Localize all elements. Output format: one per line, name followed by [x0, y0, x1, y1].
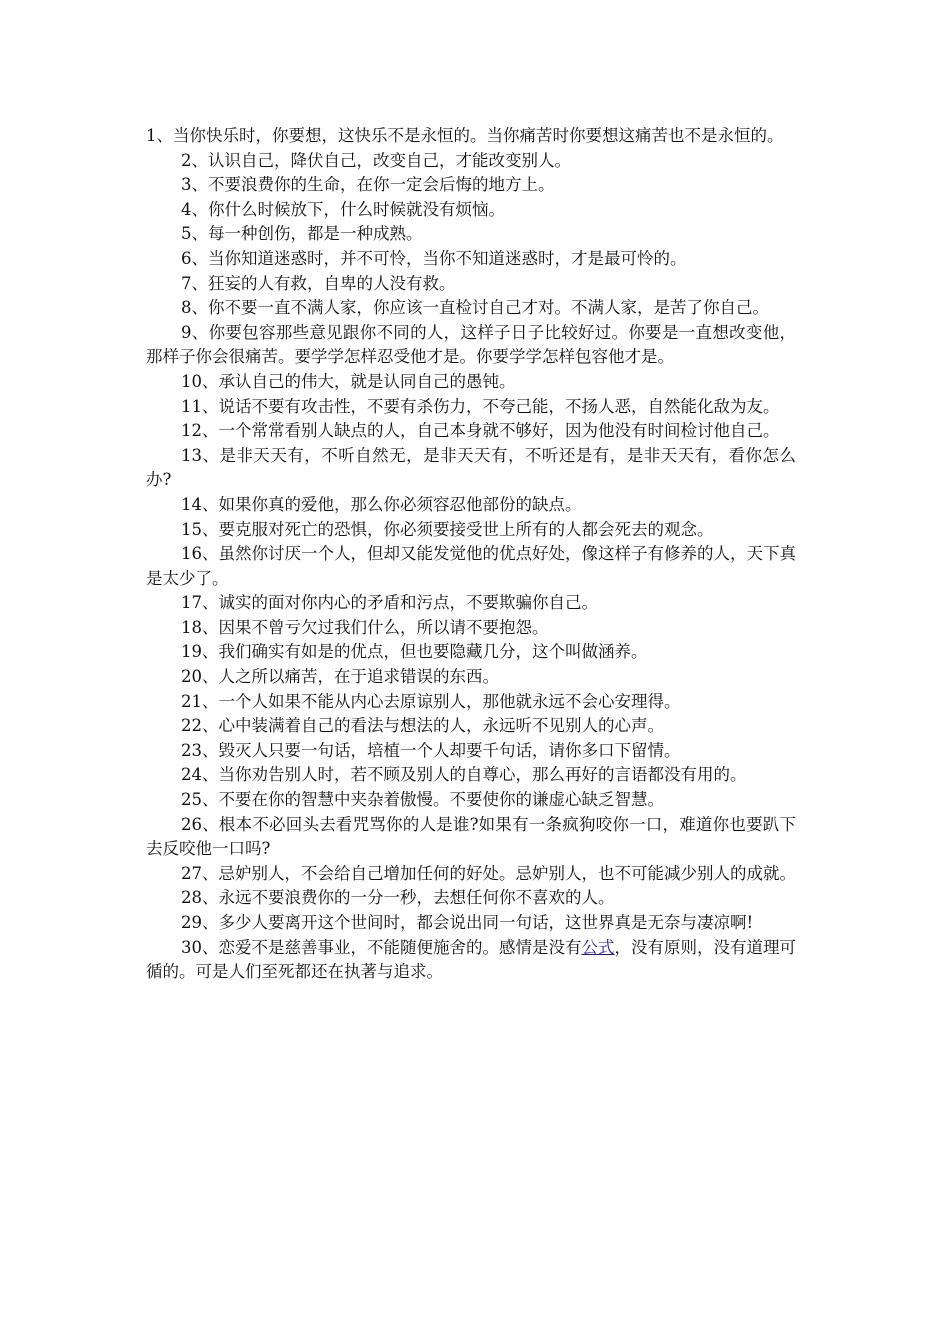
- paragraph-text-before-link: 30、恋爱不是慈善事业，不能随便施舍的。感情是没有: [181, 937, 582, 957]
- paragraph: 19、我们确实有如是的优点，但也要隐藏几分，这个叫做涵养。: [181, 642, 648, 662]
- paragraph: 1、当你快乐时，你要想，这快乐不是永恒的。当你痛苦时你要想这痛苦也不是永恒的。: [146, 126, 784, 145]
- paragraph-with-link: [146, 936, 796, 985]
- paragraph: 17、诚实的面对你内心的矛盾和污点，不要欺骗你自己。: [181, 593, 598, 613]
- formula-link[interactable]: 公式: [581, 937, 615, 957]
- paragraph: 23、毁灭人只要一句话，培植一个人却要千句话，请你多口下留情。: [181, 740, 681, 760]
- paragraph: 24、当你劝告别人时，若不顾及别人的自尊心，那么再好的言语都没有用的。: [181, 765, 747, 785]
- paragraph: 21、一个人如果不能从内心去原谅别人，那他就永远不会心安理得。: [181, 691, 681, 711]
- paragraph: 2、认识自己，降伏自己，改变自己，才能改变别人。: [181, 150, 571, 170]
- paragraph-text-after-link: ，没有原则，没有道理可循的。可是人们至死都还在执著与追求。: [146, 937, 796, 982]
- paragraph: 15、要克服对死亡的恐惧，你必须要接受世上所有的人都会死去的观念。: [181, 519, 714, 539]
- paragraph: 5、每一种创伤，都是一种成熟。: [181, 224, 423, 244]
- paragraph: 11、说话不要有攻击性，不要有杀伤力，不夸己能，不扬人恶，自然能化敌为友。: [181, 396, 780, 416]
- document-body: [146, 124, 796, 985]
- paragraph: 9、你要包容那些意见跟你不同的人，这样子日子比较好过。你要是一直想改变他，那样子你会很痛苦。要学学怎样忍受他才是。你要学学怎样包容他才是。: [146, 322, 796, 367]
- paragraph: 14、如果你真的爱他，那么你必须容忍他部份的缺点。: [181, 494, 582, 514]
- paragraph: 4、你什么时候放下，什么时候就没有烦恼。: [181, 199, 505, 219]
- paragraph: 10、承认自己的伟大，就是认同自己的愚钝。: [181, 371, 516, 391]
- paragraph: 20、人之所以痛苦，在于追求错误的东西。: [181, 667, 499, 687]
- paragraph: 8、你不要一直不满人家，你应该一直检讨自己才对。不满人家，是苦了你自己。: [181, 298, 769, 318]
- paragraph: 28、永远不要浪费你的一分一秒，去想任何你不喜欢的人。: [181, 888, 615, 908]
- paragraph: 22、心中装满着自己的看法与想法的人，永远听不见别人的心声。: [181, 716, 664, 736]
- paragraph: 16、虽然你讨厌一个人，但却又能发觉他的优点好处，像这样子有修养的人，天下真是太少了。: [146, 544, 796, 588]
- paragraph: 7、狂妄的人有救，自卑的人没有救。: [181, 273, 456, 293]
- paragraph: 12、一个常常看别人缺点的人，自己本身就不够好，因为他没有时间检讨他自己。: [181, 421, 780, 441]
- paragraph: 3、不要浪费你的生命，在你一定会后悔的地方上。: [181, 175, 555, 195]
- paragraph: 26、根本不必回头去看咒骂你的人是谁?如果有一条疯狗咬你一口，难道你也要趴下去反咬他一口吗?: [146, 814, 796, 859]
- paragraph-list: [146, 124, 796, 936]
- paragraph: 18、因果不曾亏欠过我们什么，所以请不要抱怨。: [181, 617, 549, 637]
- paragraph: 13、是非天天有，不听自然无，是非天天有，不听还是有，是非天天有，看你怎么办?: [146, 445, 796, 490]
- paragraph: 6、当你知道迷惑时，并不可怜，当你不知道迷惑时，才是最可怜的。: [181, 248, 687, 268]
- paragraph: 25、不要在你的智慧中夹杂着傲慢。不要使你的谦虚心缺乏智慧。: [181, 790, 664, 810]
- paragraph: 29、多少人要离开这个世间时，都会说出同一句话，这世界真是无奈与凄凉啊!: [181, 913, 754, 932]
- paragraph: 27、忌妒别人，不会给自己增加任何的好处。忌妒别人，也不可能减少别人的成就。: [181, 863, 796, 883]
